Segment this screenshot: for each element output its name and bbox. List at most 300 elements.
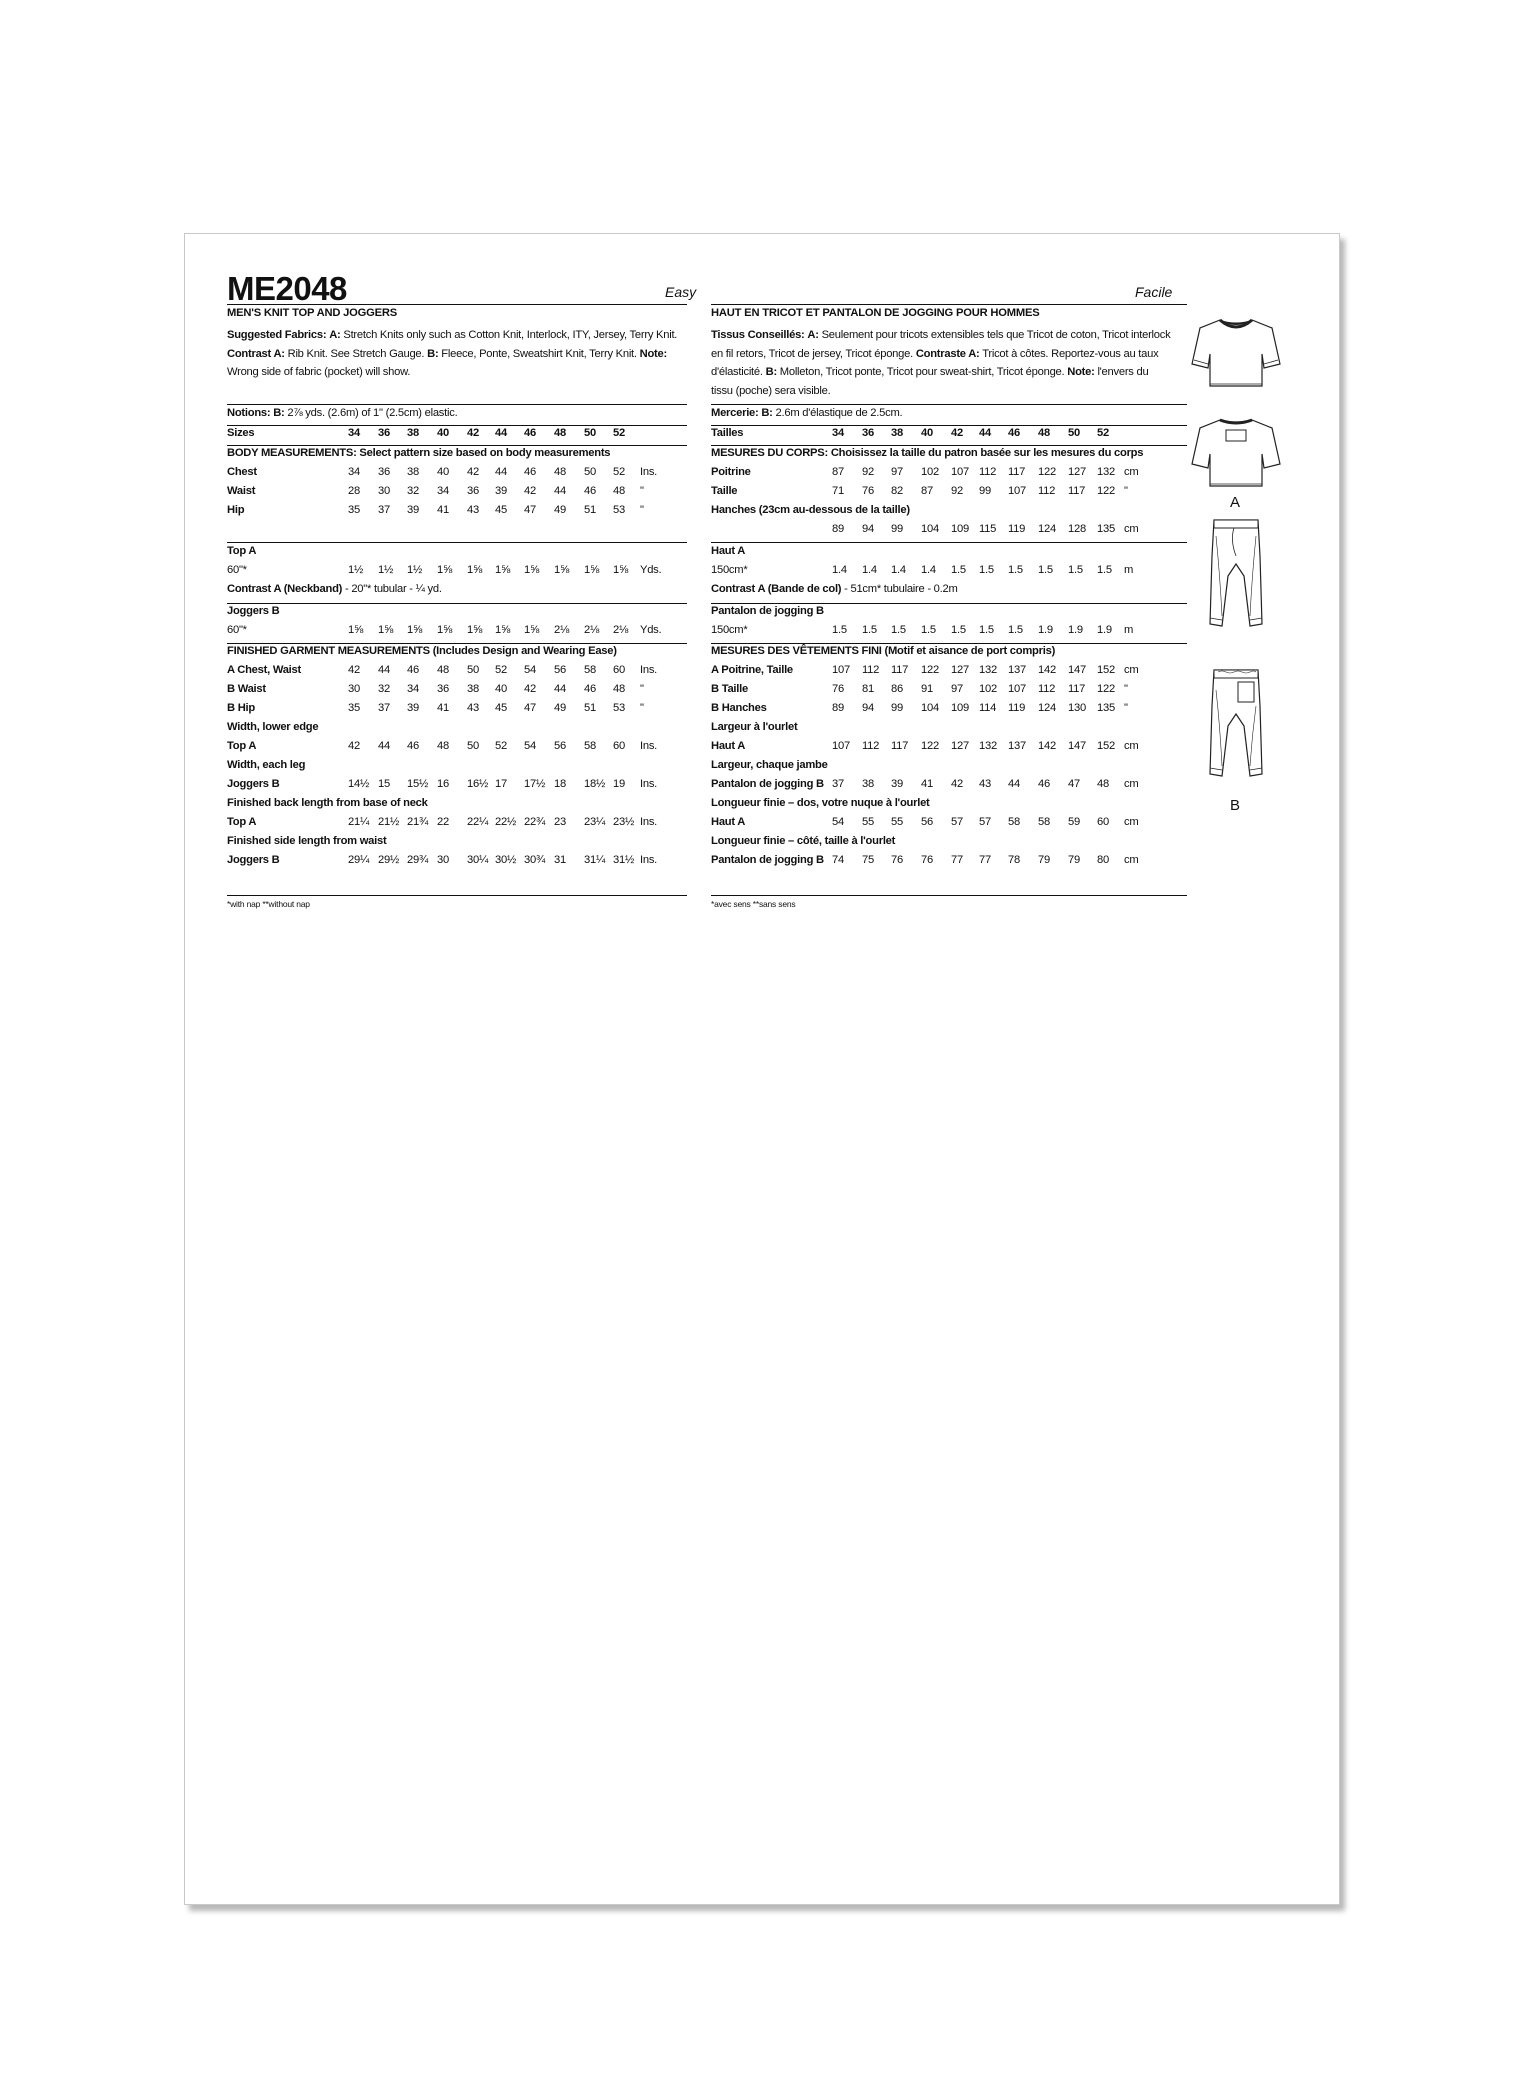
- cell-value: 77: [951, 854, 963, 866]
- cell-value: 53: [613, 702, 625, 714]
- cell-value: 44: [1008, 778, 1020, 790]
- cell-value: 40: [495, 683, 507, 695]
- cell-value: 46: [524, 466, 536, 478]
- cell-value: 39: [495, 485, 507, 497]
- cell-value: 1⅝: [378, 624, 394, 636]
- back-len-heading-fr: Longueur finie – dos, votre nuque à l'ourlet: [711, 797, 930, 809]
- table-row: [711, 466, 1187, 485]
- rule: [711, 445, 1187, 446]
- row-label: B Waist: [227, 683, 266, 695]
- row-label: Hip: [227, 504, 245, 516]
- row-label: Waist: [227, 485, 256, 497]
- view-a-label: A: [1230, 494, 1241, 511]
- cell-value: 52: [613, 427, 625, 439]
- cell-value: 1.4: [921, 564, 936, 576]
- cell-value: 54: [524, 664, 536, 676]
- rule: [227, 542, 687, 543]
- table-row: [711, 683, 1187, 702]
- fabrics-a-label: A:: [807, 329, 819, 341]
- table-row: [711, 624, 1187, 643]
- cell-value: 38: [467, 683, 479, 695]
- cell-value: 39: [407, 504, 419, 516]
- cell-value: 35: [348, 504, 360, 516]
- cell-value: 54: [832, 816, 844, 828]
- contrast-label: Contrast A:: [227, 347, 285, 360]
- cell-value: 135: [1097, 702, 1115, 714]
- width-lower-heading-fr: Largeur à l'ourlet: [711, 721, 798, 733]
- cell-value: 74: [832, 854, 844, 866]
- cell-value: 127: [1068, 466, 1086, 478]
- cell-value: 1½: [378, 564, 394, 576]
- row-label: Haut A: [711, 740, 746, 752]
- cell-value: 55: [891, 816, 903, 828]
- cell-value: 49: [554, 702, 566, 714]
- width-lower-heading-en: Width, lower edge: [227, 721, 319, 733]
- row-label: Tailles: [711, 427, 744, 439]
- cell-value: 114: [979, 702, 997, 714]
- joggers-front-icon: [1190, 516, 1282, 634]
- cell-value: 31½: [613, 854, 635, 866]
- table-row: [227, 624, 687, 643]
- cell-value: 29¼: [348, 854, 370, 866]
- cell-value: 44: [979, 427, 991, 439]
- note-label: Note:: [639, 347, 667, 360]
- body-heading-en: BODY MEASUREMENTS: Select pattern size based on body measurements: [227, 447, 611, 459]
- cell-value: 23½: [613, 816, 635, 828]
- cell-value: 152: [1097, 664, 1115, 676]
- cell-value: 107: [832, 664, 850, 676]
- cell-value: 1.9: [1097, 624, 1112, 636]
- cell-value: 42: [524, 485, 536, 497]
- rule: [227, 895, 687, 896]
- cell-value: 30: [437, 854, 449, 866]
- cell-value: 1.5: [921, 624, 936, 636]
- cell-value: 1.5: [979, 564, 994, 576]
- rule: [227, 603, 687, 604]
- cell-value: 43: [979, 778, 991, 790]
- cell-value: 112: [862, 664, 880, 676]
- cell-value: 78: [1008, 854, 1020, 866]
- cell-value: 36: [862, 427, 874, 439]
- row-label: Taille: [711, 485, 738, 497]
- cell-value: 132: [979, 740, 997, 752]
- difficulty-fr: Facile: [1135, 284, 1173, 300]
- unit-label: ": [1124, 702, 1128, 714]
- cell-value: 44: [378, 740, 390, 752]
- difficulty-en: Easy: [665, 284, 697, 300]
- cell-value: 49: [554, 504, 566, 516]
- cell-value: 1⅝: [495, 564, 511, 576]
- rule: [711, 895, 1187, 896]
- cell-value: 56: [554, 664, 566, 676]
- table-row: [227, 816, 687, 835]
- header-rule-fr: [711, 304, 1187, 305]
- body-heading-fr: MESURES DU CORPS: Choisissez la taille du patron basée sur les mesures du corps: [711, 447, 1144, 459]
- fabrics-a-label: A:: [329, 329, 341, 341]
- cell-value: 128: [1068, 523, 1086, 535]
- row-label: 60"*: [227, 564, 247, 576]
- contrast-row-label: Contrast A (Bande de col): [711, 583, 842, 595]
- unit-label: cm: [1124, 778, 1139, 790]
- cell-value: 42: [348, 664, 360, 676]
- cell-value: 142: [1038, 664, 1056, 676]
- cell-value: 14½: [348, 778, 370, 790]
- unit-label: ": [1124, 485, 1128, 497]
- cell-value: 15: [378, 778, 390, 790]
- cell-value: 38: [407, 466, 419, 478]
- contrast-row: [711, 583, 1187, 602]
- cell-value: 50: [467, 740, 479, 752]
- finished-heading-fr: MESURES DES VÊTEMENTS FINI (Motif et aisance de port compris): [711, 645, 1056, 657]
- cell-value: 89: [832, 702, 844, 714]
- unit-label: ": [640, 504, 644, 516]
- contrast-row-label: Contrast A (Neckband): [227, 583, 343, 595]
- cell-value: 54: [524, 740, 536, 752]
- cell-value: 117: [1068, 683, 1086, 695]
- tshirt-back-icon: [1190, 414, 1282, 492]
- cell-value: 71: [832, 485, 844, 497]
- cell-value: 34: [407, 683, 419, 695]
- cell-value: 46: [407, 664, 419, 676]
- cell-value: 48: [1038, 427, 1050, 439]
- pattern-code: ME2048: [227, 270, 347, 307]
- row-label: Poitrine: [711, 466, 751, 478]
- cell-value: 1½: [407, 564, 423, 576]
- cell-value: 112: [1038, 683, 1056, 695]
- cell-value: 40: [437, 427, 449, 439]
- sizes-row: [711, 427, 1187, 446]
- cell-value: 41: [437, 702, 449, 714]
- cell-value: 45: [495, 702, 507, 714]
- cell-value: 117: [891, 740, 909, 752]
- unit-label: Ins.: [640, 816, 658, 828]
- row-label: Pantalon de jogging B: [711, 778, 824, 790]
- cell-value: 34: [348, 427, 360, 439]
- table-row: [227, 466, 687, 485]
- cell-value: 86: [891, 683, 903, 695]
- table-row: [227, 504, 687, 523]
- cell-value: 32: [407, 485, 419, 497]
- row-label: 60"*: [227, 624, 247, 636]
- unit-label: ": [640, 702, 644, 714]
- rule: [711, 603, 1187, 604]
- cell-value: 112: [979, 466, 997, 478]
- fabrics-a-text: Seulement pour tricots extensibles tels que Tricot de coton, Tricot interlock en fil retors, Tricot de jersey, Tricot éponge.: [711, 329, 1171, 360]
- cell-value: 104: [921, 523, 939, 535]
- cell-value: 79: [1038, 854, 1050, 866]
- cell-value: 127: [951, 740, 969, 752]
- table-row: [711, 740, 1187, 759]
- cell-value: 1⅝: [584, 564, 600, 576]
- table-row: [711, 778, 1187, 797]
- cell-value: 44: [554, 485, 566, 497]
- cell-value: 1⅝: [524, 564, 540, 576]
- cell-value: 119: [1008, 702, 1026, 714]
- cell-value: 34: [437, 485, 449, 497]
- cell-value: 1.5: [951, 564, 966, 576]
- cell-value: 42: [951, 778, 963, 790]
- cell-value: 1⅝: [437, 624, 453, 636]
- cell-value: 109: [951, 523, 969, 535]
- cell-value: 122: [1097, 683, 1115, 695]
- unit-label: cm: [1124, 854, 1139, 866]
- cell-value: 132: [1097, 466, 1115, 478]
- notions-label: Mercerie: B:: [711, 407, 773, 419]
- unit-label: cm: [1124, 740, 1139, 752]
- finished-heading-en: FINISHED GARMENT MEASUREMENTS (Includes Design and Wearing Ease): [227, 645, 617, 657]
- cell-value: 77: [979, 854, 991, 866]
- cell-value: 37: [832, 778, 844, 790]
- unit-label: Yds.: [640, 564, 662, 576]
- cell-value: 137: [1008, 664, 1026, 676]
- cell-value: 60: [613, 664, 625, 676]
- cell-value: 46: [584, 683, 596, 695]
- header-rule-en: [227, 304, 687, 305]
- cell-value: 45: [495, 504, 507, 516]
- unit-label: Ins.: [640, 664, 658, 676]
- cell-value: 107: [1008, 485, 1026, 497]
- cell-value: 1.5: [891, 624, 906, 636]
- row-label: A Poitrine, Taille: [711, 664, 793, 676]
- cell-value: 46: [1008, 427, 1020, 439]
- cell-value: 48: [437, 664, 449, 676]
- cell-value: 117: [1008, 466, 1026, 478]
- top-front-illustration: [1190, 314, 1282, 392]
- cell-value: 30: [348, 683, 360, 695]
- cell-value: 48: [613, 485, 625, 497]
- cell-value: 43: [467, 504, 479, 516]
- row-label: A Chest, Waist: [227, 664, 301, 676]
- pattern-envelope-back: [184, 233, 1340, 1905]
- cell-value: 60: [613, 740, 625, 752]
- cell-value: 42: [348, 740, 360, 752]
- rule: [711, 425, 1187, 426]
- cell-value: 16: [437, 778, 449, 790]
- unit-label: Yds.: [640, 624, 662, 636]
- row-label: Chest: [227, 466, 257, 478]
- cell-value: 127: [951, 664, 969, 676]
- title-fr: HAUT EN TRICOT ET PANTALON DE JOGGING POUR HOMMES: [711, 307, 1040, 319]
- cell-value: 56: [554, 740, 566, 752]
- contrast-row-value: - 51cm* tubulaire - 0.2m: [844, 583, 958, 595]
- table-row: [227, 485, 687, 504]
- cell-value: 107: [832, 740, 850, 752]
- cell-value: 1.5: [1038, 564, 1053, 576]
- cell-value: 21½: [378, 816, 400, 828]
- cell-value: 117: [891, 664, 909, 676]
- joggers-back-icon: [1190, 666, 1282, 784]
- joggers-front-illustration: [1190, 516, 1282, 634]
- cell-value: 58: [584, 740, 596, 752]
- cell-value: 60: [1097, 816, 1109, 828]
- cell-value: 1.4: [891, 564, 906, 576]
- cell-value: 130: [1068, 702, 1086, 714]
- cell-value: 18½: [584, 778, 606, 790]
- unit-label: cm: [1124, 466, 1139, 478]
- fabrics-b-label: B:: [765, 366, 777, 378]
- cell-value: 42: [467, 427, 479, 439]
- cell-value: 117: [1068, 485, 1086, 497]
- cell-value: 1.5: [832, 624, 847, 636]
- cell-value: 41: [921, 778, 933, 790]
- notions-row: [227, 407, 687, 426]
- footnote-en: *with nap **without nap: [227, 899, 310, 909]
- cell-value: 32: [378, 683, 390, 695]
- unit-label: ": [640, 485, 644, 497]
- unit-label: m: [1124, 564, 1134, 576]
- cell-value: 35: [348, 702, 360, 714]
- fabrics-en: [227, 326, 687, 382]
- cell-value: 36: [437, 683, 449, 695]
- cell-value: 36: [467, 485, 479, 497]
- cell-value: 122: [1097, 485, 1115, 497]
- cell-value: 91: [921, 683, 933, 695]
- view-b-label: B: [1230, 797, 1241, 814]
- cell-value: 102: [921, 466, 939, 478]
- cell-value: 39: [407, 702, 419, 714]
- cell-value: 34: [832, 427, 844, 439]
- cell-value: 80: [1097, 854, 1109, 866]
- cell-value: 99: [979, 485, 991, 497]
- cell-value: 42: [951, 427, 963, 439]
- cell-value: 1⅝: [613, 564, 629, 576]
- row-label: Joggers B: [227, 854, 280, 866]
- cell-value: 1⅝: [407, 624, 423, 636]
- cell-value: 15½: [407, 778, 429, 790]
- cell-value: 40: [437, 466, 449, 478]
- row-label: Top A: [227, 740, 257, 752]
- note-text: l'envers du tissu (poche) sera visible.: [711, 366, 1149, 397]
- cell-value: 152: [1097, 740, 1115, 752]
- cell-value: 2⅛: [554, 624, 570, 636]
- width-leg-heading-en: Width, each leg: [227, 759, 306, 771]
- cell-value: 36: [378, 427, 390, 439]
- cell-value: 21¼: [348, 816, 370, 828]
- cell-value: 79: [1068, 854, 1080, 866]
- cell-value: 92: [951, 485, 963, 497]
- cell-value: 1½: [348, 564, 364, 576]
- fabrics-a-text: Stretch Knits only such as Cotton Knit, Interlock, ITY, Jersey, Terry Knit.: [343, 329, 678, 341]
- cell-value: 76: [921, 854, 933, 866]
- cell-value: 107: [951, 466, 969, 478]
- cell-value: 22½: [495, 816, 517, 828]
- cell-value: 147: [1068, 740, 1086, 752]
- cell-value: 30¾: [524, 854, 546, 866]
- cell-value: 112: [862, 740, 880, 752]
- fabrics-b-text: Fleece, Ponte, Sweatshirt Knit, Terry Knit.: [441, 347, 637, 360]
- cell-value: 107: [1008, 683, 1026, 695]
- cell-value: 97: [951, 683, 963, 695]
- rule: [227, 425, 687, 426]
- table-row: [711, 564, 1187, 583]
- cell-value: 76: [832, 683, 844, 695]
- cell-value: 29½: [378, 854, 400, 866]
- width-leg-heading-fr: Largeur, chaque jambe: [711, 759, 828, 771]
- cell-value: 1⅝: [467, 624, 483, 636]
- cell-value: 1.5: [1008, 564, 1023, 576]
- row-label: Joggers B: [227, 778, 280, 790]
- side-len-heading-en: Finished side length from waist: [227, 835, 387, 847]
- unit-label: cm: [1124, 816, 1139, 828]
- row-label: 150cm*: [711, 564, 748, 576]
- cell-value: 58: [584, 664, 596, 676]
- side-len-heading-fr: Longueur finie – côté, taille à l'ourlet: [711, 835, 896, 847]
- cell-value: 19: [613, 778, 625, 790]
- cell-value: 52: [495, 664, 507, 676]
- contrast-row-value: - 20"* tubular - ¼ yd.: [345, 583, 442, 595]
- cell-value: 50: [584, 427, 596, 439]
- cell-value: 18: [554, 778, 566, 790]
- cell-value: 52: [495, 740, 507, 752]
- table-row: [227, 702, 687, 721]
- cell-value: 142: [1038, 740, 1056, 752]
- contrast-row: [227, 583, 687, 602]
- row-label: B Hanches: [711, 702, 767, 714]
- cell-value: 89: [832, 523, 844, 535]
- joggers-b-heading-fr: Pantalon de jogging B: [711, 605, 824, 617]
- unit-label: Ins.: [640, 740, 658, 752]
- cell-value: 48: [554, 427, 566, 439]
- cell-value: 122: [1038, 466, 1056, 478]
- cell-value: 124: [1038, 523, 1056, 535]
- cell-value: 115: [979, 523, 997, 535]
- fabrics-fr: [711, 326, 1171, 400]
- table-row: [711, 816, 1187, 835]
- cell-value: 30¼: [467, 854, 489, 866]
- cell-value: 112: [1038, 485, 1056, 497]
- hip-heading-fr: Hanches (23cm au-dessous de la taille): [711, 504, 910, 516]
- cell-value: 47: [524, 504, 536, 516]
- cell-value: 46: [524, 427, 536, 439]
- cell-value: 46: [407, 740, 419, 752]
- cell-value: 43: [467, 702, 479, 714]
- cell-value: 76: [862, 485, 874, 497]
- unit-label: cm: [1124, 664, 1139, 676]
- footnote-fr: *avec sens **sans sens: [711, 899, 796, 909]
- table-row: [227, 740, 687, 759]
- cell-value: 58: [1008, 816, 1020, 828]
- cell-value: 97: [891, 466, 903, 478]
- contrast-text: Rib Knit. See Stretch Gauge.: [287, 347, 425, 360]
- cell-value: 44: [495, 466, 507, 478]
- cell-value: 55: [862, 816, 874, 828]
- notions-label: Notions: B:: [227, 407, 285, 419]
- cell-value: 52: [1097, 427, 1109, 439]
- cell-value: 135: [1097, 523, 1115, 535]
- rule: [711, 643, 1187, 644]
- table-row: [711, 485, 1187, 504]
- cell-value: 39: [891, 778, 903, 790]
- cell-value: 99: [891, 702, 903, 714]
- table-row: [227, 778, 687, 797]
- top-a-heading-fr: Haut A: [711, 545, 746, 557]
- notions-row: [711, 407, 1187, 426]
- table-row: [227, 564, 687, 583]
- cell-value: 52: [613, 466, 625, 478]
- cell-value: 30½: [495, 854, 517, 866]
- table-row: [711, 854, 1187, 873]
- cell-value: 58: [1038, 816, 1050, 828]
- cell-value: 44: [378, 664, 390, 676]
- cell-value: 1.9: [1068, 624, 1083, 636]
- cell-value: 21¾: [407, 816, 429, 828]
- table-row: [711, 523, 1187, 542]
- cell-value: 56: [921, 816, 933, 828]
- unit-label: Ins.: [640, 778, 658, 790]
- cell-value: 1.5: [1097, 564, 1112, 576]
- table-row: [227, 854, 687, 873]
- cell-value: 104: [921, 702, 939, 714]
